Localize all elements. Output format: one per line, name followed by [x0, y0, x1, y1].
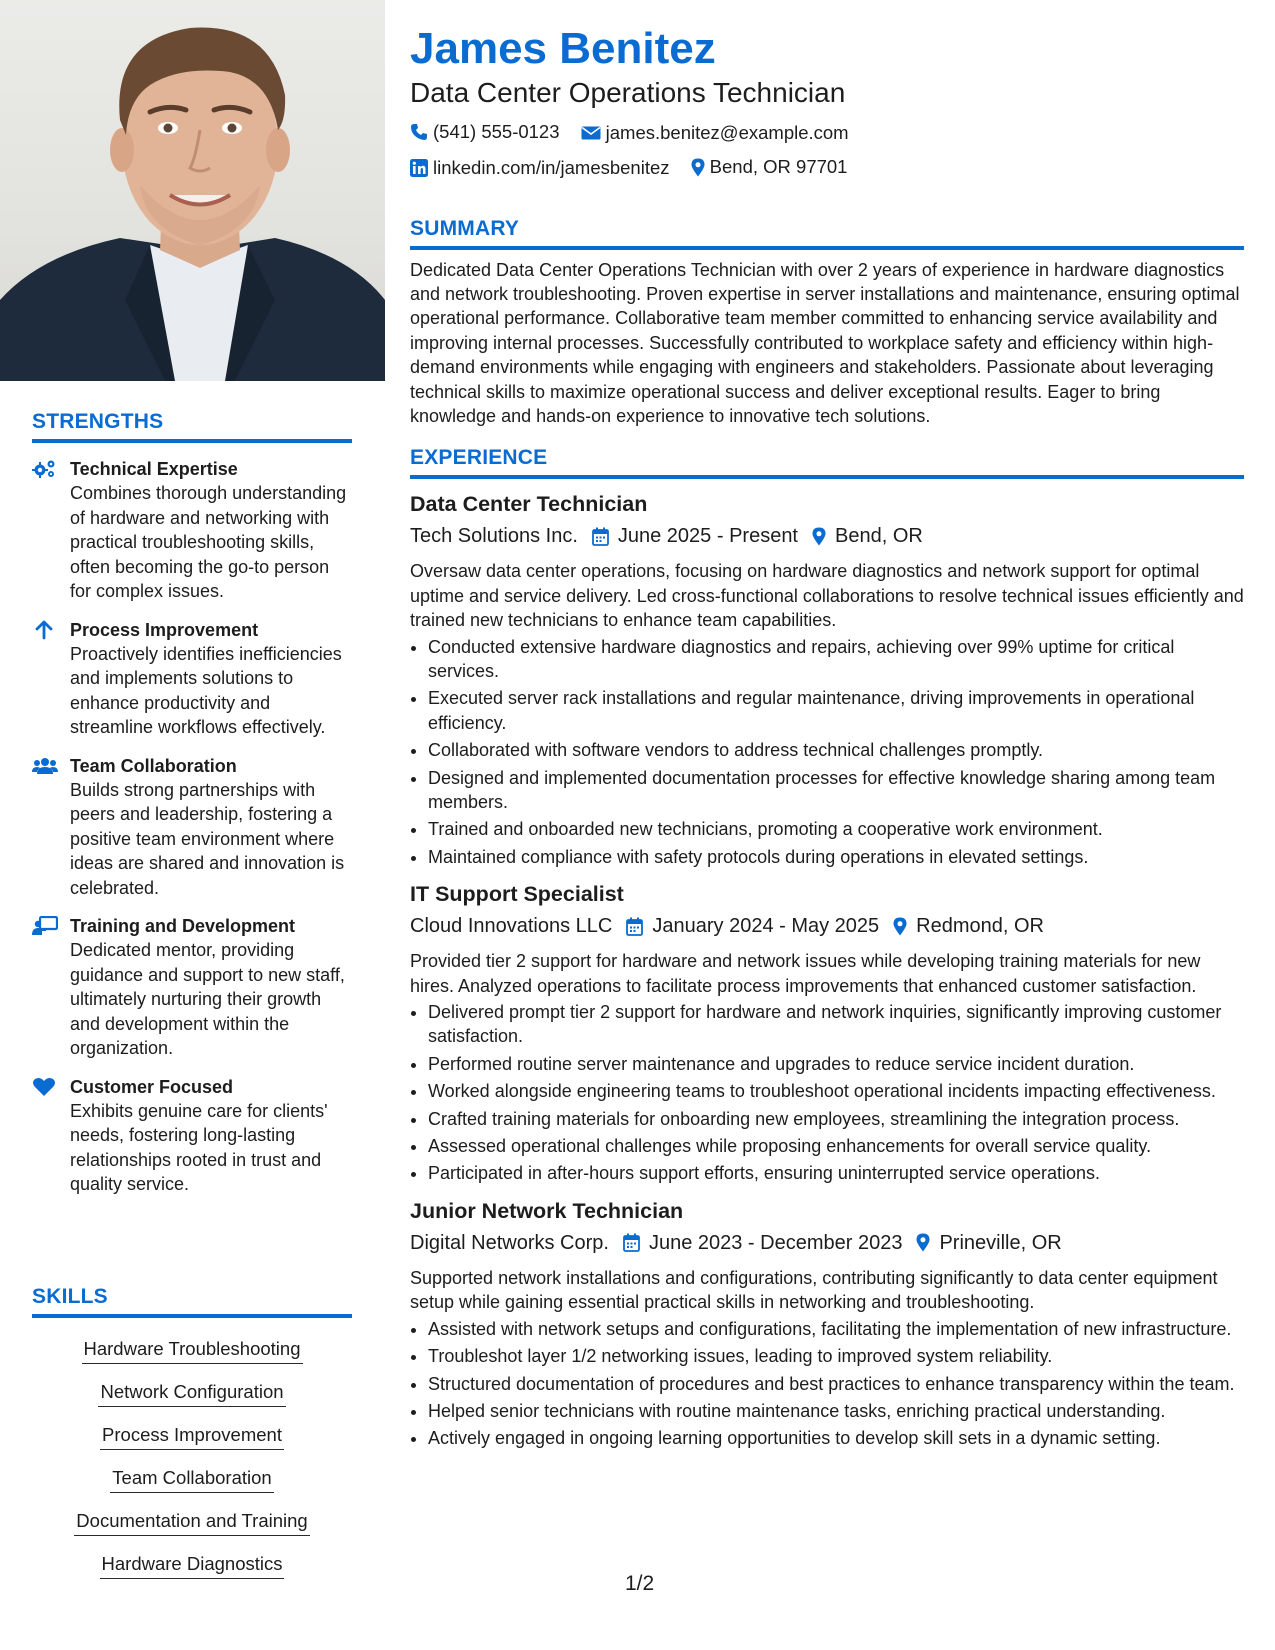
experience-heading: EXPERIENCE	[410, 446, 1244, 479]
skill-item: Process Improvement	[100, 1422, 284, 1450]
email-text: james.benitez@example.com	[605, 122, 849, 143]
strengths-heading: STRENGTHS	[32, 410, 352, 443]
skills-list	[32, 1330, 352, 1588]
job-title: Data Center Technician	[410, 492, 648, 517]
calendar-icon	[592, 527, 609, 546]
strength-description: Combines thorough understanding of hardware and networking with practical troubleshooting skills, often becoming the go-to person for complex issues.	[70, 483, 347, 601]
job-bullet: • Troubleshot layer 1/2 networking issues, leading to improved system reliability.	[428, 1344, 1244, 1368]
strength-title: Process Improvement	[70, 619, 259, 640]
strength-item	[32, 457, 352, 604]
location-text: Bend, OR 97701	[709, 156, 848, 177]
skill-item: Team Collaboration	[110, 1465, 273, 1493]
page-number: 1/2	[625, 1572, 655, 1595]
strength-description: Dedicated mentor, providing guidance and support to new staff, ultimately nurturing their growth and development within the organization.	[70, 940, 345, 1058]
job-summary: Supported network installations and configurations, contributing significantly to data center equipment setup while gaining essential practical skills in networking and troubleshooting.	[410, 1267, 1218, 1313]
job-bullet: • Delivered prompt tier 2 support for hardware and network inquiries, significantly improving customer satisfaction.	[428, 1000, 1244, 1049]
calendar-icon	[623, 1233, 640, 1252]
strengths-section	[32, 410, 352, 1197]
contact-info	[410, 116, 1244, 187]
job-dates: June 2023 - December 2023	[648, 1231, 903, 1254]
job-title: IT Support Specialist	[410, 882, 624, 907]
job-dates: June 2025 - Present	[617, 525, 798, 548]
phone-icon	[410, 123, 428, 141]
skill-item: Network Configuration	[98, 1379, 285, 1407]
skill-item: Hardware Diagnostics	[100, 1551, 285, 1579]
phone-contact[interactable]	[410, 116, 560, 148]
job-bullet: • Performed routine server maintenance and upgrades to reduce service incident duration.	[428, 1052, 1244, 1076]
strength-description: Exhibits genuine care for clients' needs, fostering long-lasting relationships rooted in trust and quality service.	[70, 1100, 328, 1194]
strength-title: Team Collaboration	[70, 755, 237, 776]
email-contact[interactable]	[581, 117, 849, 149]
profile-photo-illustration	[0, 0, 385, 381]
strength-description: Proactively identifies inefficiencies and implements solutions to enhance productivity and streamline workflows effectively.	[70, 643, 342, 737]
map-pin-icon	[916, 1233, 930, 1252]
experience-section	[410, 446, 1244, 1450]
linkedin-contact[interactable]	[410, 152, 670, 184]
job-bullet: • Collaborated with software vendors to address technical challenges promptly.	[428, 738, 1244, 762]
summary-section	[410, 217, 1244, 429]
job-location: Prineville, OR	[939, 1231, 1062, 1254]
job-bullet: • Participated in after-hours support efforts, ensuring uninterrupted service operations.	[428, 1161, 1244, 1185]
job-entry	[410, 879, 1244, 1186]
job-bullet: • Actively engaged in ongoing learning opportunities to develop skill sets in a dynamic setting.	[428, 1426, 1244, 1450]
heart-icon	[32, 1075, 70, 1197]
strength-title: Technical Expertise	[70, 459, 238, 479]
job-location: Redmond, OR	[916, 915, 1045, 938]
gears-icon	[32, 457, 70, 604]
job-bullet: • Worked alongside engineering teams to troubleshoot operational incidents impacting effectiveness.	[428, 1079, 1244, 1103]
job-bullet: • Executed server rack installations and regular maintenance, driving improvements in operational efficiency.	[428, 686, 1244, 735]
chalkboard-teacher-icon	[32, 914, 70, 1061]
strength-item	[32, 754, 352, 901]
right-column	[410, 22, 1244, 1454]
users-icon	[32, 754, 70, 901]
strength-description: Builds strong partnerships with peers and leadership, fostering a positive team environment where ideas are shared and innovation is celebrated.	[70, 779, 345, 898]
job-meta	[410, 911, 1244, 941]
map-pin-icon	[691, 158, 705, 177]
candidate-role: Data Center Operations Technician	[410, 77, 846, 108]
job-company: Digital Networks Corp.	[410, 1231, 609, 1254]
linkedin-text: linkedin.com/in/jamesbenitez	[433, 156, 670, 178]
skill-item: Hardware Troubleshooting	[82, 1336, 303, 1364]
strength-title: Training and Development	[70, 916, 296, 936]
profile-photo	[0, 0, 385, 381]
job-bullets	[410, 1000, 1244, 1186]
phone-text: (541) 555-0123	[433, 121, 560, 142]
summary-heading: SUMMARY	[410, 217, 1244, 250]
skills-section	[32, 1285, 352, 1588]
job-company: Cloud Innovations LLC	[410, 915, 613, 938]
skill-item: Documentation and Training	[74, 1508, 309, 1536]
job-meta	[410, 521, 1244, 551]
location-contact	[691, 151, 848, 183]
job-meta	[410, 1228, 1244, 1258]
job-dates: January 2024 - May 2025	[652, 915, 880, 938]
map-pin-icon	[893, 917, 907, 936]
job-bullets	[410, 635, 1244, 870]
summary-text: Dedicated Data Center Operations Technician with over 2 years of experience in hardware diagnostics and network troubleshooting. Proven expertise in server installations and maintenance, ensuring optimal operational performance. Collaborative team member committed to enhancing service availability and improving internal processes. Successfully contributed to workplace safety and efficiency within high-demand environments while engaging with engineers and stakeholders. Passionate about leveraging technical skills to maximize operational success and deliver exceptional results. Eager to bring knowledge and hands-on experience to innovative tech solutions.	[410, 259, 1240, 426]
left-column	[0, 0, 385, 1650]
strength-item	[32, 914, 352, 1061]
job-bullet: • Trained and onboarded new technicians, promoting a cooperative work environment.	[428, 817, 1244, 841]
job-bullet: • Crafted training materials for onboarding new employees, streamlining the integration process.	[428, 1107, 1244, 1131]
envelope-icon	[581, 125, 601, 141]
job-bullet: • Structured documentation of procedures and best practices to enhance transparency within the team.	[428, 1372, 1244, 1396]
strength-item	[32, 618, 352, 740]
job-company: Tech Solutions Inc.	[410, 525, 578, 548]
arrow-up-icon	[32, 618, 70, 740]
job-bullet: • Helped senior technicians with routine maintenance tasks, enriching practical understanding.	[428, 1399, 1244, 1423]
job-bullet: • Assessed operational challenges while proposing enhancements for overall service quality.	[428, 1134, 1244, 1158]
strength-item	[32, 1075, 352, 1197]
job-entry	[410, 1196, 1244, 1451]
job-bullets	[410, 1317, 1244, 1451]
job-bullet: • Maintained compliance with safety protocols during operations in elevated settings.	[428, 845, 1244, 869]
job-title: Junior Network Technician	[410, 1198, 684, 1223]
job-bullet: • Designed and implemented documentation processes for effective knowledge sharing among team members.	[428, 766, 1244, 815]
calendar-icon	[626, 917, 643, 936]
job-summary: Oversaw data center operations, focusing on hardware diagnostics and network support for optimal uptime and service delivery. Led cross-functional collaborations to resolve technical issues efficiently and trained new technicians to enhance team capabilities.	[410, 561, 1244, 631]
job-location: Bend, OR	[835, 525, 923, 548]
strength-title: Customer Focused	[70, 1076, 234, 1097]
candidate-name: James Benitez	[410, 24, 716, 73]
skills-heading: SKILLS	[32, 1285, 352, 1318]
linkedin-icon	[410, 159, 428, 177]
job-bullet: • Conducted extensive hardware diagnostics and repairs, achieving over 99% uptime for critical services.	[428, 635, 1244, 684]
job-bullet: • Assisted with network setups and configurations, facilitating the implementation of new infrastructure.	[428, 1317, 1244, 1341]
job-entry	[410, 489, 1244, 869]
job-summary: Provided tier 2 support for hardware and network issues while developing training materials for new hires. Analyzed operations to facilitate process improvements that enhanced customer satisfaction.	[410, 951, 1201, 996]
map-pin-icon	[812, 527, 826, 546]
